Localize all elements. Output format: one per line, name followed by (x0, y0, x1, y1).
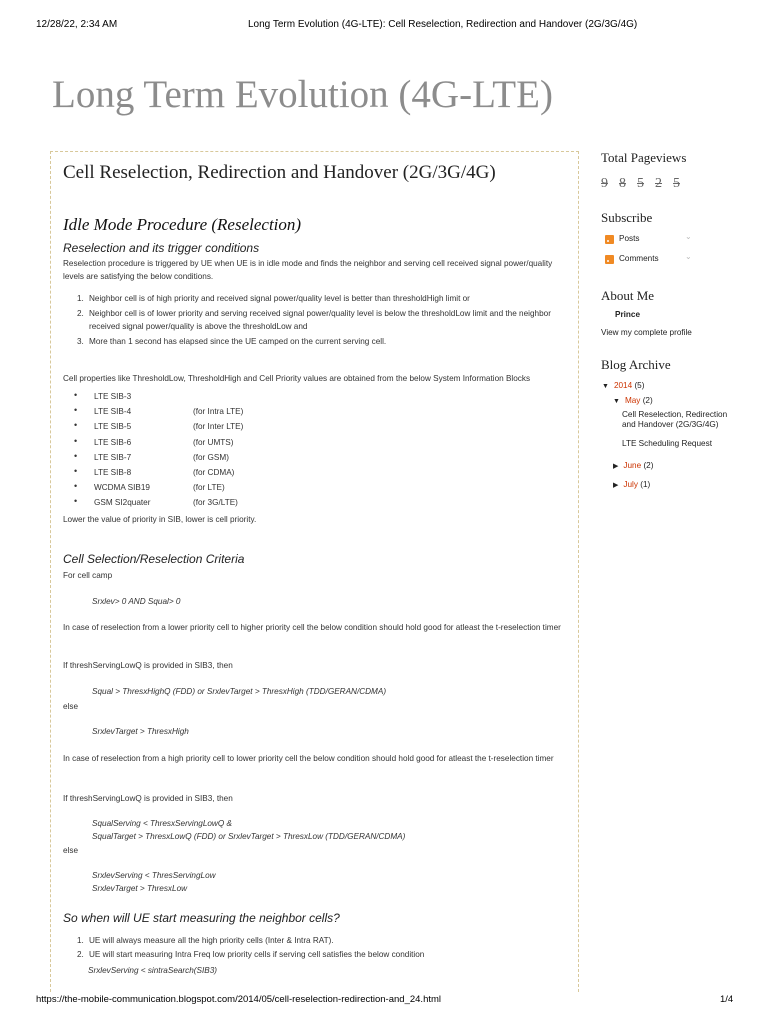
archive-month-june[interactable] (613, 461, 653, 470)
measure-list (63, 934, 561, 961)
archive-july-count: (1) (640, 480, 651, 489)
counter-digit: 5 (673, 176, 680, 191)
low-else-condition-1: SrxlevServing < ThresServingLow (92, 871, 216, 880)
archive-year-link[interactable]: 2014 (613, 381, 633, 390)
low-else-condition-2: SrxlevTarget > ThresxLow (92, 884, 188, 893)
search-condition: SrxlevServing < sintraSearch(SIB3) (88, 966, 218, 975)
archive-post-link[interactable]: LTE Scheduling Request (622, 439, 712, 448)
counter-digit: 2 (655, 176, 662, 191)
print-url: https://the-mobile-communication.blogspot.com/2014/05/cell-reselection-redirection-and_24.html (36, 994, 442, 1005)
priority-note: Lower the value of priority in SIB, lower is cell priority. (63, 515, 257, 524)
criteria-heading: Cell Selection/Reselection Criteria (63, 552, 245, 566)
print-title: Long Term Evolution (4G-LTE): Cell Reselection, Redirection and Handover (2G/3G/4G) (248, 19, 638, 30)
counter-digit: 9 (601, 176, 608, 191)
author-link[interactable]: Prince (615, 310, 641, 319)
list-item: • GSM SI2quater (for 3G/LTE) (74, 496, 238, 508)
list-item: 2. Neighbor cell is of lower priority and serving received signal power/quality level is below the thresholdLow limit and the neighbor received signal power/quality is above the thresholdLow and (77, 309, 551, 331)
post-title: Cell Reselection, Redirection and Handover (2G/3G/4G) (63, 162, 496, 183)
counter-digit: 8 (619, 176, 626, 191)
low-condition-1: SqualServing < ThresxServingLowQ & (92, 819, 232, 828)
else-1: else (63, 702, 79, 711)
cell-camp-text: For cell camp (63, 571, 113, 580)
high-else-condition: SrxlevTarget > ThresxHigh (92, 727, 189, 736)
low-to-high-text: In case of reselection from a lower priority cell to higher priority cell the below condition should hold good for atleast the t-reselection timer (63, 623, 561, 632)
about-heading: About Me (601, 288, 655, 303)
archive-month-july[interactable] (613, 480, 650, 489)
archive-may-link[interactable]: May (624, 396, 641, 405)
archive-june-count: (2) (643, 461, 654, 470)
subscribe-posts-label: Posts (619, 234, 640, 243)
chevron-down-icon[interactable]: ⌄ (685, 252, 692, 261)
page-number: 1/4 (720, 994, 734, 1005)
rss-feed-icon (605, 255, 614, 264)
list-item: 1. Neighbor cell is of high priority and received signal power/quality level is better than thresholdHigh limit or (77, 294, 470, 303)
list-item: • LTE SIB-4 (for Intra LTE) (74, 405, 244, 417)
archive-year-count: (5) (634, 381, 645, 390)
post-body (50, 151, 579, 992)
triangle-down-icon[interactable]: ▼ (613, 398, 620, 405)
list-item: 1. UE will always measure all the high priority cells (Inter & Intra RAT). (77, 936, 334, 945)
subscribe-heading: Subscribe (601, 210, 653, 225)
subscribe-posts[interactable] (605, 234, 695, 246)
camp-condition: Srxlev> 0 AND Squal> 0 (92, 597, 181, 606)
low-condition-2: SqualTarget > ThresxLowQ (FDD) or SrxlevTarget > ThresxLow (TDD/GERAN/CDMA) (92, 832, 406, 841)
pageview-counter (601, 174, 691, 190)
list-item: • WCDMA SIB19 (for LTE) (74, 481, 225, 493)
list-item: • LTE SIB-6 (for UMTS) (74, 435, 234, 447)
sib-list (63, 389, 363, 511)
thresh-text-1: If threshServingLowQ is provided in SIB3, then (63, 661, 233, 670)
blog-title[interactable]: Long Term Evolution (4G-LTE) (52, 73, 553, 116)
subscribe-comments-label: Comments (619, 254, 659, 263)
archive-july-link[interactable]: July (623, 480, 638, 489)
subscribe-comments[interactable] (605, 254, 695, 266)
idle-heading: Idle Mode Procedure (Reselection) (63, 215, 302, 234)
high-to-low-text: In case of reselection from a high priority cell to lower priority cell the below condition should hold good for atleast the t-reselection timer (63, 754, 554, 763)
trigger-list (63, 292, 561, 348)
reselection-heading: Reselection and its trigger conditions (63, 241, 260, 255)
list-item: • LTE SIB-5 (for Inter LTE) (74, 420, 244, 432)
archive-heading: Blog Archive (601, 357, 671, 372)
rss-feed-icon (605, 235, 614, 244)
triangle-right-icon[interactable]: ▶ (613, 463, 619, 470)
print-timestamp: 12/28/22, 2:34 AM (36, 19, 118, 30)
intro-paragraph: Reselection procedure is triggered by UE when UE is in idle mode and finds the neighbor and serving cell received signal power/quality levels are satisfying the below conditions. (63, 259, 553, 281)
list-item: • LTE SIB-3 (74, 390, 132, 401)
high-condition: Squal > ThresxHighQ (FDD) or SrxlevTarget > ThresxHigh (TDD/GERAN/CDMA) (92, 687, 387, 696)
list-item: • LTE SIB-8 (for CDMA) (74, 465, 235, 477)
pageviews-heading: Total Pageviews (601, 150, 687, 165)
list-item: 2. UE will start measuring Intra Freq low priority cells if serving cell satisfies the below condition (77, 950, 425, 959)
archive-june-link[interactable]: June (623, 461, 642, 470)
archive-may-count: (2) (642, 396, 653, 405)
triangle-right-icon[interactable]: ▶ (613, 482, 619, 489)
print-header (0, 0, 768, 30)
chevron-down-icon[interactable]: ⌄ (685, 232, 692, 241)
else-2: else (63, 846, 79, 855)
archive-year[interactable] (602, 381, 644, 390)
sib-intro: Cell properties like ThresholdLow, ThresholdHigh and Cell Priority values are obtained from the below System Information Blocks (63, 374, 531, 383)
list-item: • LTE SIB-7 (for GSM) (74, 450, 229, 462)
archive-post-link[interactable]: Cell Reselection, Redirection and Handover (2G/3G/4G) (622, 410, 728, 429)
measure-heading: So when will UE start measuring the neighbor cells? (63, 911, 340, 925)
profile-link[interactable]: View my complete profile (601, 328, 692, 337)
archive-month-may[interactable] (613, 396, 653, 405)
list-item: 3. More than 1 second has elapsed since the UE camped on the current serving cell. (77, 337, 387, 346)
triangle-down-icon[interactable]: ▼ (602, 383, 609, 390)
counter-digit: 5 (637, 176, 644, 191)
thresh-text-2: If threshServingLowQ is provided in SIB3, then (63, 794, 233, 803)
